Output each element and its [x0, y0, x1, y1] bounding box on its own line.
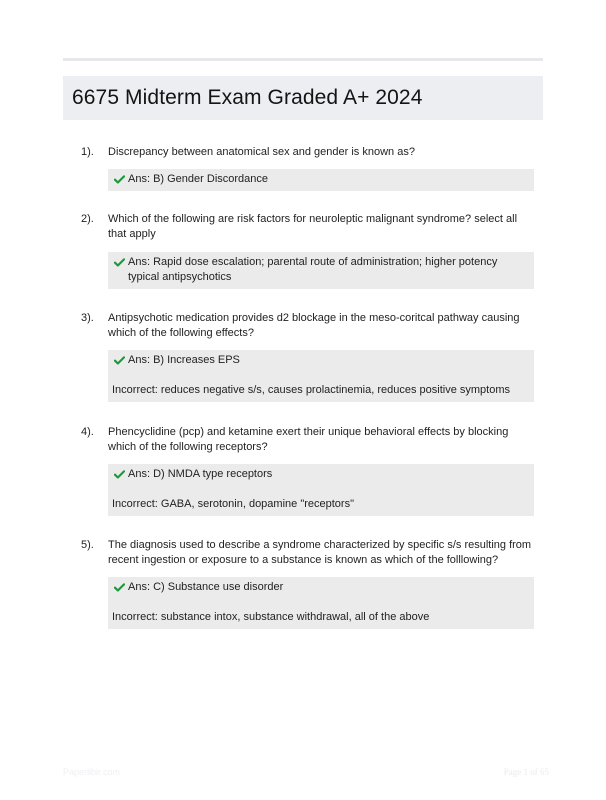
question-text: Antipsychotic medication provides d2 blockage in the meso-coritcal pathway causing which of the following effects? [108, 312, 520, 339]
answer-text: Ans: Rapid dose escalation; parental route of administration; higher potency typical antipsychotics [128, 256, 498, 283]
question-number: 1). [81, 146, 94, 158]
question-text: Phencyclidine (pcp) and ketamine exert their unique behavioral effects by blocking which of the following receptors? [108, 426, 509, 453]
answer-text: Ans: C) Substance use disorder [128, 581, 284, 593]
title-banner [63, 76, 543, 120]
incorrect-text: Incorrect: GABA, serotonin, dopamine "receptors" [112, 498, 354, 510]
question-number: 2). [81, 213, 94, 225]
checkmark-icon [114, 175, 125, 184]
answer-box [108, 169, 534, 191]
answer-text: Ans: B) Gender Discordance [128, 173, 269, 185]
answer-box [108, 350, 534, 402]
answer-text: Ans: B) Increases EPS [128, 354, 240, 366]
incorrect-text: Incorrect: substance intox, substance withdrawal, all of the above [112, 611, 430, 623]
checkmark-icon [114, 258, 125, 267]
answer-box [108, 252, 534, 289]
answer-text: Ans: D) NMDA type receptors [128, 468, 273, 480]
question-text: Which of the following are risk factors for neuroleptic malignant syndrome? select all that apply [108, 213, 518, 240]
checkmark-icon [114, 470, 125, 479]
question-text: Discrepancy between anatomical sex and gender is known as? [108, 146, 415, 158]
footer-page-number: Page 1 of 65 [503, 767, 549, 777]
question-number: 5). [81, 539, 94, 551]
checkmark-icon [114, 583, 125, 592]
answer-box [108, 464, 534, 516]
checkmark-icon [114, 356, 125, 365]
question-text: The diagnosis used to describe a syndrome characterized by specific s/s resulting from recent ingestion or exposure to a substance is known as which of the folllowing? [108, 539, 532, 566]
footer-site-watermark: Paperlibir.com [63, 767, 121, 777]
incorrect-text: Incorrect: reduces negative s/s, causes prolactinemia, reduces positive symptoms [112, 384, 511, 396]
answer-box [108, 577, 534, 629]
question-number: 3). [81, 312, 94, 324]
document-title: 6675 Midterm Exam Graded A+ 2024 [72, 86, 423, 109]
top-divider [63, 58, 543, 61]
question-number: 4). [81, 426, 94, 438]
